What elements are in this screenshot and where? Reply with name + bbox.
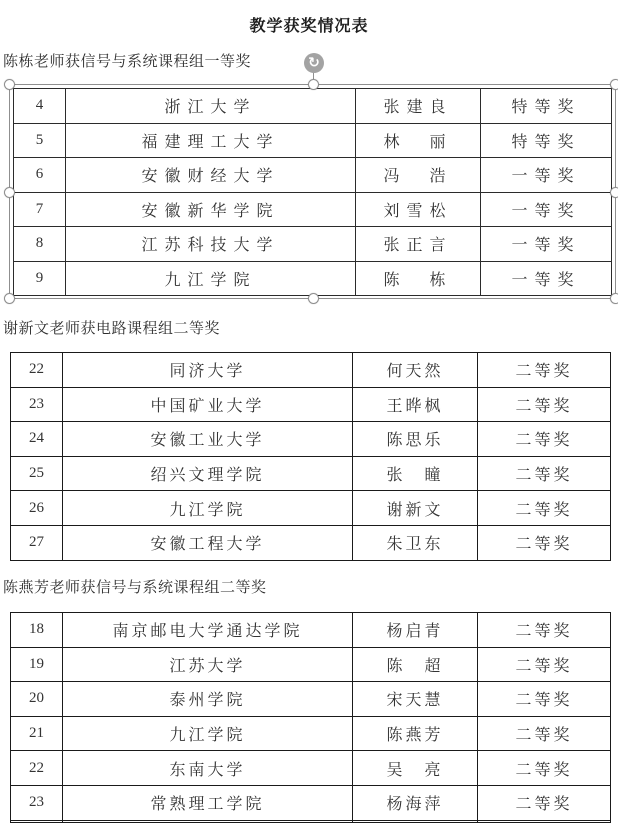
table-cell-award: 二等奖 [478, 613, 611, 648]
document-title: 教学获奖情况表 [249, 18, 369, 35]
table-row [11, 525, 611, 560]
table-cell-no: 24 [11, 422, 63, 457]
table-cell-school: 东南大学 [63, 751, 353, 786]
rotate-handle-icon[interactable]: ↻ [304, 53, 324, 73]
table-row [11, 647, 611, 682]
table-cell-award: 一等奖 [481, 227, 612, 262]
table-cell-award: 二等奖 [478, 353, 611, 388]
table-cell-school: 安徽工业大学 [63, 422, 353, 457]
table-cell-no: 25 [11, 456, 63, 491]
resize-handle-top-left[interactable] [4, 79, 15, 90]
table-cell-award: 二等奖 [478, 422, 611, 457]
table-cell-no: 21 [11, 716, 63, 751]
table-cell-no: 18 [11, 613, 63, 648]
award-table-1-body [14, 89, 612, 296]
table-cell-award: 二等奖 [478, 682, 611, 717]
table-cell-no: 9 [14, 261, 66, 296]
award-table-1 [13, 88, 612, 296]
table-cell-school: 南京邮电大学通达学院 [63, 613, 353, 648]
table-cell-award: 二等奖 [478, 525, 611, 560]
table-row [11, 387, 611, 422]
table-cell-award: 二等奖 [478, 716, 611, 751]
table-cell-name: 吴 亮 [353, 751, 478, 786]
section-heading-1: 陈栋老师获信号与系统课程组一等奖 [3, 54, 252, 70]
table-cell-award: 二等奖 [478, 647, 611, 682]
table-cell-name: 谢新文 [353, 491, 478, 526]
table-cell-no: 19 [11, 647, 63, 682]
table-cell-name: 张正言 [356, 227, 481, 262]
table-cell-school: 安徽工程大学 [63, 525, 353, 560]
table-row [14, 123, 612, 158]
table-cell-school: 泰州学院 [63, 682, 353, 717]
award-table-2-block [10, 352, 611, 561]
table-row [11, 751, 611, 786]
table-cell-school: 九江学院 [63, 716, 353, 751]
table-cell-name: 林 丽 [356, 123, 481, 158]
resize-handle-top-center[interactable] [308, 79, 319, 90]
table-cell-award: 二等奖 [478, 456, 611, 491]
award-table-2-body [11, 353, 611, 561]
table-cell-name: 杨启青 [353, 613, 478, 648]
table-row [14, 89, 612, 124]
table-cell-no: 7 [14, 192, 66, 227]
clipped-partial-row [11, 820, 611, 822]
table-cell-school: 安徽财经大学 [66, 158, 356, 193]
table-cell-name: 陈 超 [353, 647, 478, 682]
resize-handle-top-right[interactable] [610, 79, 618, 90]
resize-handle-middle-left[interactable] [4, 187, 15, 198]
award-table-3-body [11, 613, 611, 823]
table-cell-award: 二等奖 [478, 785, 611, 820]
resize-handle-bottom-right[interactable] [610, 293, 618, 304]
section-heading-2: 谢新文老师获电路课程组二等奖 [3, 321, 221, 337]
table-cell-no: 26 [11, 491, 63, 526]
award-table-2 [10, 352, 611, 561]
table-cell-no: 27 [11, 525, 63, 560]
table-cell-school: 同济大学 [63, 353, 353, 388]
table-cell-name: 张建良 [356, 89, 481, 124]
award-table-3-block [10, 612, 611, 823]
table-cell-school: 江苏科技大学 [66, 227, 356, 262]
table-cell-school: 九江学院 [63, 491, 353, 526]
table-cell-name: 陈燕芳 [353, 716, 478, 751]
table-cell-award: 一等奖 [481, 158, 612, 193]
table-cell-school: 常熟理工学院 [63, 785, 353, 820]
table-row [11, 682, 611, 717]
section-heading-3: 陈燕芳老师获信号与系统课程组二等奖 [3, 580, 267, 596]
table-cell-name: 王晔枫 [353, 387, 478, 422]
table-row [11, 422, 611, 457]
table-cell-award: 二等奖 [478, 751, 611, 786]
table-cell-no: 20 [11, 682, 63, 717]
table-cell-name: 朱卫东 [353, 525, 478, 560]
table-row [14, 158, 612, 193]
table-cell-award: 一等奖 [481, 261, 612, 296]
table-cell-award: 二等奖 [478, 387, 611, 422]
table-row [11, 491, 611, 526]
table-cell-no: 23 [11, 785, 63, 820]
table-cell-name: 张 瞳 [353, 456, 478, 491]
award-table-3 [10, 612, 611, 823]
table-cell-no: 6 [14, 158, 66, 193]
table-cell-no: 22 [11, 353, 63, 388]
table-cell-no: 22 [11, 751, 63, 786]
table-cell-no: 23 [11, 387, 63, 422]
table-cell-no: 8 [14, 227, 66, 262]
resize-handle-middle-right[interactable] [610, 187, 618, 198]
table-row [11, 785, 611, 820]
table-cell-name: 何天然 [353, 353, 478, 388]
table-cell-name: 冯 浩 [356, 158, 481, 193]
table-row [14, 261, 612, 296]
table-cell-school: 安徽新华学院 [66, 192, 356, 227]
table-cell-name: 刘雪松 [356, 192, 481, 227]
table-cell-name: 杨海萍 [353, 785, 478, 820]
table-row [11, 613, 611, 648]
table-cell-name: 宋天慧 [353, 682, 478, 717]
table-cell-empty [63, 820, 353, 822]
table-cell-award: 特等奖 [481, 89, 612, 124]
table-cell-school: 绍兴文理学院 [63, 456, 353, 491]
table-row [14, 227, 612, 262]
table-cell-award: 特等奖 [481, 123, 612, 158]
table-cell-school: 福建理工大学 [66, 123, 356, 158]
table-row [11, 716, 611, 751]
table-cell-no: 5 [14, 123, 66, 158]
table-row [14, 192, 612, 227]
resize-handle-bottom-left[interactable] [4, 293, 15, 304]
table-row [11, 456, 611, 491]
table-cell-empty [11, 820, 63, 822]
table-cell-school: 江苏大学 [63, 647, 353, 682]
table-cell-school: 九江学院 [66, 261, 356, 296]
table-cell-empty [478, 820, 611, 822]
table-cell-empty [353, 820, 478, 822]
table-cell-school: 浙江大学 [66, 89, 356, 124]
table-row [11, 353, 611, 388]
table-cell-name: 陈思乐 [353, 422, 478, 457]
table-cell-award: 二等奖 [478, 491, 611, 526]
resize-handle-bottom-center[interactable] [308, 293, 319, 304]
table-cell-school: 中国矿业大学 [63, 387, 353, 422]
table-cell-no: 4 [14, 89, 66, 124]
table-cell-award: 一等奖 [481, 192, 612, 227]
table-cell-name: 陈 栋 [356, 261, 481, 296]
